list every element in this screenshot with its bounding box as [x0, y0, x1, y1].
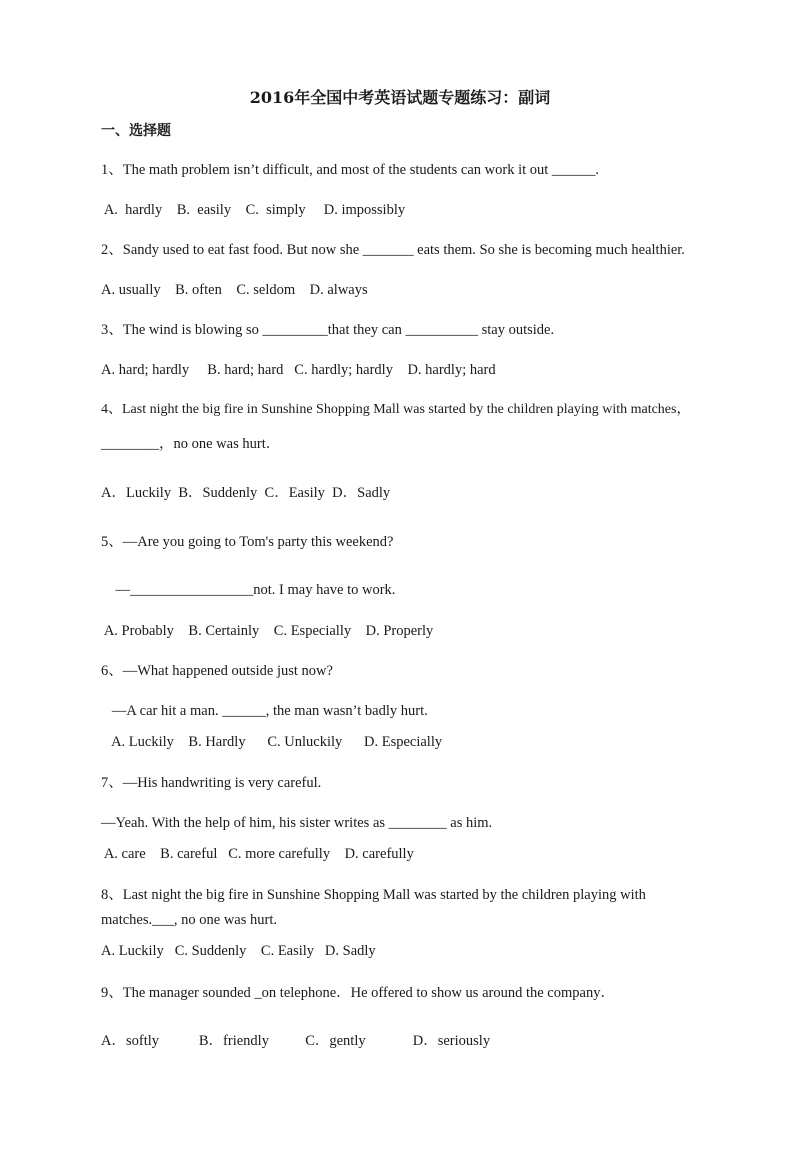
- document-title: 2016年全国中考英语试题专题练习：副词: [249, 88, 551, 107]
- question-6-options: A. Luckily B. Hardly C. Unluckily D. Especially: [101, 734, 443, 750]
- question-1-options: A. hardly B. easily C. simply D. impossibly: [101, 202, 406, 218]
- question-3: 3、The wind is blowing so _________that they can __________ stay outside.: [101, 322, 555, 338]
- question-6-response: —A car hit a man. ______, the man wasn’t badly hurt.: [101, 703, 428, 719]
- question-7-options: A. care B. careful C. more carefully D. carefully: [101, 846, 414, 862]
- question-3-options: A. hard; hardly B. hard; hard C. hardly; hardly D. hardly; hard: [101, 362, 496, 378]
- question-9-options: A．softly B．friendly C．gently D．seriously: [101, 1033, 491, 1049]
- question-5-response: —_________________not. I may have to work.: [101, 582, 396, 598]
- question-7: 7、—His handwriting is very careful.: [101, 775, 322, 791]
- question-4-options: A．Luckily B．Suddenly C．Easily D．Sadly: [101, 485, 391, 501]
- question-6: 6、—What happened outside just now?: [101, 663, 333, 679]
- section-heading: 一、选择题: [101, 123, 171, 139]
- question-4-cont: ________，no one was hurt．: [101, 436, 281, 452]
- question-5: 5、—Are you going to Tom's party this weekend?: [101, 534, 394, 550]
- question-8-cont: matches.___, no one was hurt.: [101, 912, 277, 928]
- question-7-response: —Yeah. With the help of him, his sister writes as ________ as him.: [101, 815, 493, 831]
- question-1: 1、The math problem isn’t difficult, and most of the students can work it out ______.: [101, 162, 600, 178]
- question-9: 9、The manager sounded _on telephone．He offered to show us around the company．: [101, 985, 615, 1001]
- question-2: 2、Sandy used to eat fast food. But now she _______ eats them. So she is becoming much healthier.: [101, 242, 685, 258]
- question-2-options: A. usually B. often C. seldom D. always: [101, 282, 368, 298]
- question-5-options: A. Probably B. Certainly C. Especially D. Properly: [101, 623, 434, 639]
- question-4: 4、Last night the big fire in Sunshine Shopping Mall was started by the children playing with matches，: [101, 402, 691, 417]
- question-8: 8、Last night the big fire in Sunshine Shopping Mall was started by the children playing with: [101, 887, 646, 903]
- question-8-options: A. Luckily C. Suddenly C. Easily D. Sadly: [101, 943, 376, 959]
